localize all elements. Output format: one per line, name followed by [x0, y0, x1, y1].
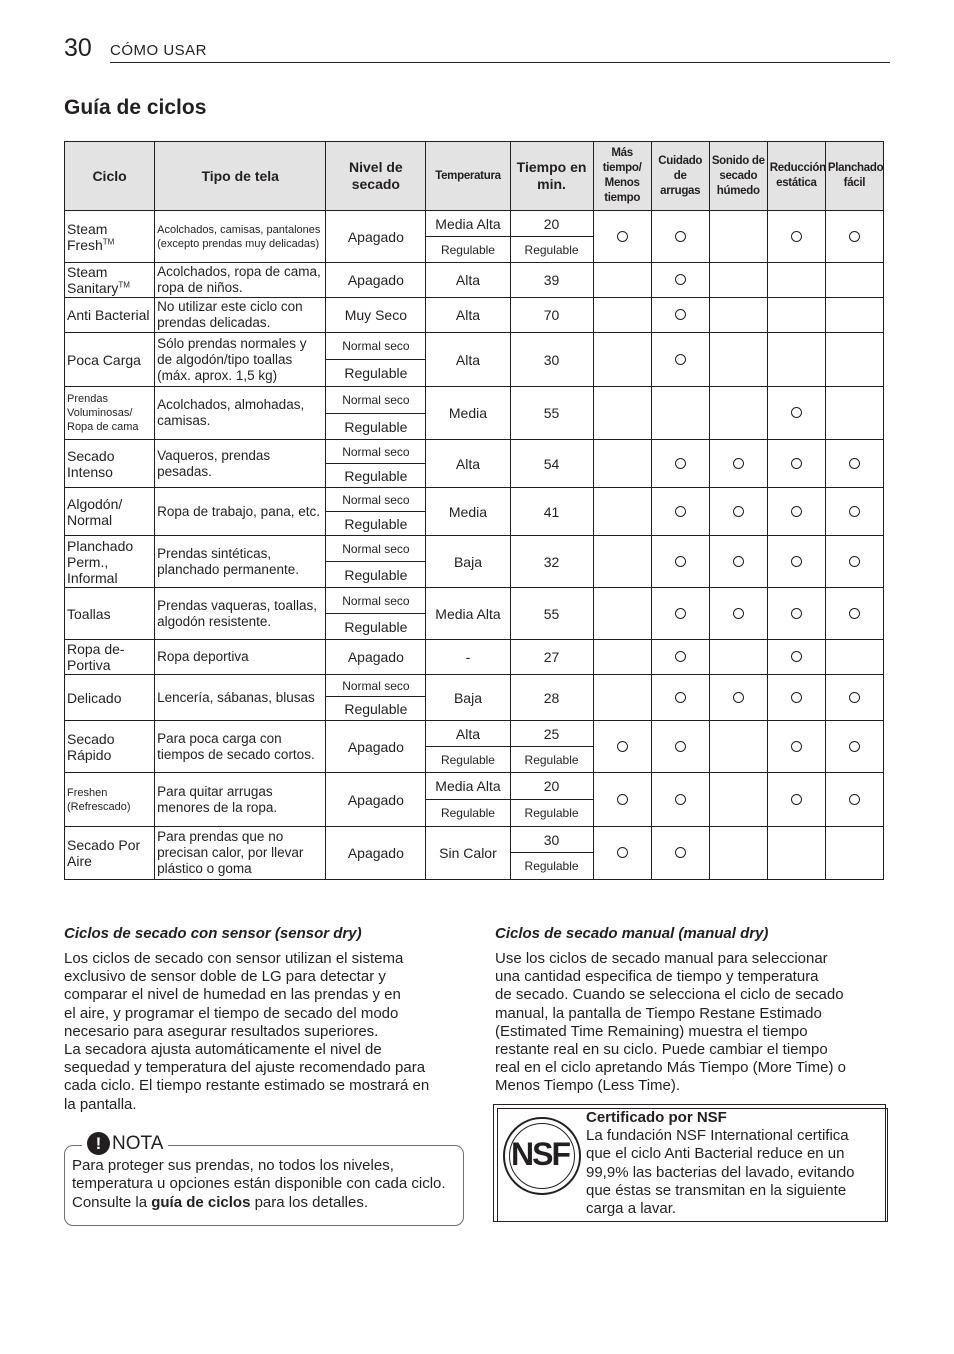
sensor-dry-text: Los ciclos de secado con sensor utilizan el sistema exclusivo de sensor doble de LG para detectar y comparar el nivel de humedad en las prendas y en el aire, y programar el tiempo de secado del modo necesario para asegurar resultados superiores. La secadora ajusta automáticamente el nivel de sequedad y temperatura del ajuste recomendado para cada ciclo. El tiempo restante estimado se mostrará en la pantalla. — [64, 950, 430, 1113]
option-cell — [651, 536, 709, 588]
temperature-cell: Alta — [426, 263, 510, 298]
option-cell — [651, 827, 709, 880]
temperature-cell: Alta — [426, 298, 510, 333]
cycle-name-cell — [65, 675, 155, 721]
fabric-type: Acolchados, almohadas, camisas. — [157, 397, 305, 428]
fabric-cell — [155, 387, 326, 440]
fabric-type: Acolchados, ropa de cama, ropa de niños. — [157, 264, 321, 295]
dry-level-cell-alt: Regulable — [326, 562, 426, 588]
option-cell — [593, 773, 651, 827]
cycle-name-cell — [65, 387, 155, 440]
option-available-icon — [733, 506, 744, 517]
dry-level-cell-alt: Regulable — [326, 464, 426, 488]
option-available-icon — [791, 458, 802, 469]
temperature-cell: Media Alta — [426, 588, 510, 640]
option-cell — [767, 298, 825, 333]
cycle-name: Prendas Voluminosas/ Ropa de cama — [67, 393, 139, 433]
option-cell — [767, 333, 825, 387]
time-cell: 54 — [510, 440, 593, 488]
fabric-cell — [155, 536, 326, 588]
cycle-name: Poca Carga — [67, 351, 141, 368]
table-row — [65, 773, 884, 800]
cycle-name: Steam Sanitary — [67, 264, 119, 296]
manual-dry-heading: Ciclos de secado manual (manual dry) — [495, 925, 769, 942]
time-cell: 30 — [510, 333, 593, 387]
dry-level-cell-alt: Regulable — [326, 512, 426, 536]
table-row — [65, 333, 884, 360]
col-cycle: Ciclo — [65, 142, 155, 211]
option-cell — [709, 827, 767, 880]
exclamation-icon: ! — [87, 1132, 110, 1155]
time-cell-alt: Regulable — [510, 237, 593, 263]
table-row — [65, 263, 884, 298]
fabric-cell — [155, 488, 326, 536]
option-cell — [593, 263, 651, 298]
dry-level-cell: Muy Seco — [326, 298, 426, 333]
temperature-cell: - — [426, 640, 510, 675]
option-cell — [593, 488, 651, 536]
fabric-cell — [155, 773, 326, 827]
dry-level-cell-alt: Regulable — [326, 360, 426, 387]
option-cell — [825, 827, 883, 880]
fabric-type: Acolchados, camisas, pantalones (excepto prendas muy delicadas) — [157, 223, 321, 250]
cycle-name-cell — [65, 827, 155, 880]
option-cell — [767, 263, 825, 298]
option-cell — [593, 640, 651, 675]
note-label-text: NOTA — [112, 1132, 164, 1154]
option-cell — [651, 298, 709, 333]
dry-level-cell: Normal seco — [326, 387, 426, 414]
option-available-icon — [675, 458, 686, 469]
header-divider — [110, 62, 890, 63]
fabric-cell — [155, 721, 326, 773]
temperature-cell: Media Alta — [426, 211, 510, 237]
option-cell — [593, 588, 651, 640]
option-cell — [825, 387, 883, 440]
dry-level-cell: Apagado — [326, 773, 426, 827]
col-temperature: Temperatura — [426, 142, 510, 211]
fabric-type: Lencería, sábanas, blusas — [157, 689, 315, 705]
table-header-row — [65, 142, 884, 211]
cycle-name-cell — [65, 721, 155, 773]
table-row — [65, 440, 884, 464]
cycle-guide-table — [64, 141, 884, 880]
table-row — [65, 588, 884, 614]
section-title: CÓMO USAR — [110, 42, 208, 59]
dry-level-cell-alt: Regulable — [326, 414, 426, 440]
cycle-name: Algodón/ Normal — [67, 495, 123, 528]
col-wrinkle-care: Cuidado de arrugas — [651, 142, 709, 211]
option-cell — [825, 263, 883, 298]
option-available-icon — [791, 692, 802, 703]
option-cell — [593, 827, 651, 880]
temperature-cell-alt: Regulable — [426, 747, 510, 773]
col-time: Tiempo en min. — [510, 142, 593, 211]
col-dry-level: Nivel de secado — [326, 142, 426, 211]
option-cell — [651, 675, 709, 721]
fabric-type: Para quitar arrugas menores de la ropa. — [157, 783, 278, 815]
option-cell — [651, 440, 709, 488]
option-available-icon — [733, 458, 744, 469]
option-available-icon — [675, 847, 686, 858]
time-cell: 32 — [510, 536, 593, 588]
option-available-icon — [791, 556, 802, 567]
option-cell — [709, 675, 767, 721]
table-row — [65, 827, 884, 853]
option-cell — [593, 440, 651, 488]
cycle-name-cell — [65, 488, 155, 536]
dry-level-cell: Apagado — [326, 211, 426, 263]
fabric-type: Prendas vaqueras, toallas, algodón resistente. — [157, 597, 317, 629]
option-cell — [709, 211, 767, 263]
option-cell — [651, 773, 709, 827]
option-available-icon — [675, 794, 686, 805]
option-available-icon — [675, 506, 686, 517]
option-available-icon — [849, 506, 860, 517]
nsf-title: Certificado por NSF — [586, 1109, 727, 1126]
dry-level-cell: Normal seco — [326, 536, 426, 562]
option-available-icon — [675, 274, 686, 285]
fabric-type: Ropa de trabajo, pana, etc. — [157, 503, 320, 519]
note-label — [82, 1132, 168, 1155]
option-cell — [825, 588, 883, 640]
cycle-name-cell — [65, 333, 155, 387]
option-cell — [651, 263, 709, 298]
table-row — [65, 211, 884, 237]
time-cell-alt: Regulable — [510, 747, 593, 773]
option-available-icon — [733, 608, 744, 619]
option-cell — [767, 640, 825, 675]
time-cell: 55 — [510, 387, 593, 440]
option-cell — [767, 588, 825, 640]
option-available-icon — [849, 458, 860, 469]
cycle-name: Toallas — [67, 605, 111, 622]
option-cell — [767, 440, 825, 488]
cycle-name-cell — [65, 211, 155, 263]
option-cell — [651, 333, 709, 387]
option-cell — [825, 333, 883, 387]
option-cell — [593, 675, 651, 721]
option-available-icon — [791, 506, 802, 517]
temperature-cell: Media Alta — [426, 773, 510, 800]
time-cell: 28 — [510, 675, 593, 721]
option-cell — [651, 588, 709, 640]
col-static-reduction: Reducción estática — [767, 142, 825, 211]
option-available-icon — [791, 608, 802, 619]
cycle-name: Ropa de- Portiva — [67, 641, 125, 673]
time-cell-alt: Regulable — [510, 800, 593, 827]
temperature-cell: Media — [426, 488, 510, 536]
temperature-cell: Sin Calor — [426, 827, 510, 880]
fabric-type: Sólo prendas normales y de algodón/tipo toallas (máx. aprox. 1,5 kg) — [157, 335, 307, 383]
dry-level-cell: Normal seco — [326, 333, 426, 360]
option-available-icon — [849, 692, 860, 703]
time-cell: 41 — [510, 488, 593, 536]
dry-level-cell: Apagado — [326, 827, 426, 880]
option-available-icon — [675, 556, 686, 567]
option-available-icon — [617, 741, 628, 752]
option-cell — [767, 211, 825, 263]
option-cell — [767, 721, 825, 773]
fabric-cell — [155, 333, 326, 387]
option-cell — [825, 721, 883, 773]
option-cell — [651, 640, 709, 675]
cycle-name-cell — [65, 440, 155, 488]
option-cell — [825, 536, 883, 588]
temperature-cell: Baja — [426, 536, 510, 588]
page-number: 30 — [64, 34, 92, 62]
option-cell — [593, 333, 651, 387]
dry-level-cell: Apagado — [326, 721, 426, 773]
col-damp-dry-signal: Sonido de secado húmedo — [709, 142, 767, 211]
trademark-mark: TM — [118, 280, 130, 290]
fabric-cell — [155, 211, 326, 263]
cycle-name-cell — [65, 640, 155, 675]
dry-level-cell-alt: Regulable — [326, 614, 426, 640]
option-available-icon — [849, 231, 860, 242]
dry-level-cell: Normal seco — [326, 675, 426, 697]
option-available-icon — [849, 794, 860, 805]
option-cell — [709, 263, 767, 298]
option-cell — [767, 773, 825, 827]
note-text-part: Para proteger sus prendas, no todos los niveles, temperatura u opciones están disponible con cada ciclo. Consulte la — [72, 1157, 446, 1211]
nsf-logo — [503, 1117, 581, 1195]
option-available-icon — [849, 556, 860, 567]
option-cell — [709, 440, 767, 488]
time-cell: 39 — [510, 263, 593, 298]
sensor-dry-heading: Ciclos de secado con sensor (sensor dry) — [64, 925, 362, 942]
table-row — [65, 536, 884, 562]
option-available-icon — [791, 741, 802, 752]
temperature-cell-alt: Regulable — [426, 237, 510, 263]
temperature-cell: Alta — [426, 333, 510, 387]
option-available-icon — [791, 651, 802, 662]
dry-level-cell: Apagado — [326, 640, 426, 675]
option-cell — [593, 387, 651, 440]
option-cell — [593, 721, 651, 773]
option-cell — [593, 298, 651, 333]
option-available-icon — [791, 231, 802, 242]
option-cell — [709, 588, 767, 640]
temperature-cell: Baja — [426, 675, 510, 721]
option-cell — [767, 387, 825, 440]
cycle-name-cell — [65, 536, 155, 588]
fabric-type: Para prendas que no precisan calor, por llevar plástico o goma — [157, 829, 304, 876]
option-available-icon — [849, 741, 860, 752]
option-cell — [651, 387, 709, 440]
option-cell — [709, 536, 767, 588]
option-cell — [709, 333, 767, 387]
option-cell — [709, 721, 767, 773]
option-cell — [767, 675, 825, 721]
note-text-end: para los detalles. — [250, 1193, 368, 1211]
option-cell — [825, 640, 883, 675]
option-cell — [825, 211, 883, 263]
option-available-icon — [675, 692, 686, 703]
fabric-type: Ropa deportiva — [157, 649, 249, 664]
time-cell: 20 — [510, 773, 593, 800]
option-cell — [709, 640, 767, 675]
option-available-icon — [733, 556, 744, 567]
option-available-icon — [617, 231, 628, 242]
dry-level-cell: Apagado — [326, 263, 426, 298]
temperature-cell: Alta — [426, 440, 510, 488]
note-text-bold: guía de ciclos — [151, 1193, 251, 1211]
cycle-name: Anti Bacterial — [67, 307, 150, 323]
cycle-name: Delicado — [67, 689, 122, 706]
option-available-icon — [849, 608, 860, 619]
cycle-name-cell — [65, 298, 155, 333]
option-available-icon — [791, 407, 802, 418]
fabric-cell — [155, 675, 326, 721]
time-cell-alt: Regulable — [510, 853, 593, 880]
option-cell — [825, 773, 883, 827]
fabric-cell — [155, 263, 326, 298]
option-available-icon — [675, 608, 686, 619]
option-cell — [651, 211, 709, 263]
cycle-name: Secado Intenso — [67, 447, 115, 480]
option-available-icon — [675, 354, 686, 365]
time-cell: 27 — [510, 640, 593, 675]
nsf-logo-text: NSF — [511, 1136, 569, 1172]
cycle-name: Secado Por Aire — [67, 837, 141, 869]
option-available-icon — [675, 741, 686, 752]
option-cell — [651, 488, 709, 536]
table-row — [65, 721, 884, 747]
option-cell — [709, 773, 767, 827]
nsf-text: La fundación NSF International certifica que el ciclo Anti Bacterial reduce en un 99,9% las bacterias del lavado, evitando que éstas se transmitan en la siguiente carga a lavar. — [586, 1127, 855, 1218]
option-cell — [825, 298, 883, 333]
option-cell — [709, 298, 767, 333]
fabric-cell — [155, 588, 326, 640]
manual-dry-text: Use los ciclos de secado manual para seleccionar una cantidad especifica de tiempo y temperatura de secado. Cuando se selecciona el ciclo de secado manual, la pantalla de Tiempo Restane Estimado (Estimated Time Remaining) muestra el tiempo restante real en su ciclo. Puede cambiar el tiempo real en el ciclo apretando Más Tiempo (More Time) o Menos Tiempo (Less Time). — [495, 950, 846, 1095]
col-more-less-time: Más tiempo/ Menos tiempo — [593, 142, 651, 211]
dry-level-cell-alt: Regulable — [326, 697, 426, 721]
note-text — [72, 1157, 457, 1212]
table-row — [65, 675, 884, 697]
option-cell — [825, 675, 883, 721]
col-easy-iron: Planchado fácil — [825, 142, 883, 211]
fabric-cell — [155, 298, 326, 333]
option-cell — [593, 211, 651, 263]
trademark-mark: TM — [102, 236, 115, 246]
cycle-name-cell — [65, 773, 155, 827]
page-title: Guía de ciclos — [64, 96, 207, 119]
cycle-name: Secado Rápido — [67, 730, 115, 763]
fabric-type: Vaqueros, prendas pesadas. — [157, 447, 271, 479]
cycle-name: Steam Fresh — [67, 220, 108, 253]
time-cell: 55 — [510, 588, 593, 640]
cycle-name: Planchado Perm., Informal — [67, 537, 134, 586]
option-cell — [825, 488, 883, 536]
table-row — [65, 298, 884, 333]
cycle-name-cell — [65, 588, 155, 640]
table-row — [65, 640, 884, 675]
temperature-cell: Alta — [426, 721, 510, 747]
cycle-name-cell — [65, 263, 155, 298]
fabric-type: Prendas sintéticas, planchado permanente. — [157, 545, 299, 577]
dry-level-cell: Normal seco — [326, 440, 426, 464]
option-cell — [825, 440, 883, 488]
cycle-name: Freshen (Refrescado) — [67, 786, 131, 813]
table-row — [65, 387, 884, 414]
dry-level-cell: Normal seco — [326, 488, 426, 512]
temperature-cell: Media — [426, 387, 510, 440]
option-available-icon — [733, 692, 744, 703]
option-available-icon — [675, 231, 686, 242]
fabric-cell — [155, 440, 326, 488]
table-row — [65, 488, 884, 512]
fabric-type: No utilizar este ciclo con prendas delicadas. — [157, 299, 303, 330]
fabric-cell — [155, 640, 326, 675]
option-available-icon — [791, 794, 802, 805]
time-cell: 25 — [510, 721, 593, 747]
fabric-cell — [155, 827, 326, 880]
time-cell: 70 — [510, 298, 593, 333]
dry-level-cell: Normal seco — [326, 588, 426, 614]
temperature-cell-alt: Regulable — [426, 800, 510, 827]
fabric-type: Para poca carga con tiempos de secado cortos. — [157, 730, 315, 762]
option-cell — [709, 387, 767, 440]
option-cell — [709, 488, 767, 536]
option-available-icon — [675, 309, 686, 320]
option-cell — [651, 721, 709, 773]
option-cell — [767, 827, 825, 880]
option-cell — [767, 536, 825, 588]
option-available-icon — [617, 847, 628, 858]
option-available-icon — [675, 651, 686, 662]
col-fabric: Tipo de tela — [155, 142, 326, 211]
time-cell: 30 — [510, 827, 593, 853]
option-available-icon — [617, 794, 628, 805]
option-cell — [593, 536, 651, 588]
time-cell: 20 — [510, 211, 593, 237]
option-cell — [767, 488, 825, 536]
